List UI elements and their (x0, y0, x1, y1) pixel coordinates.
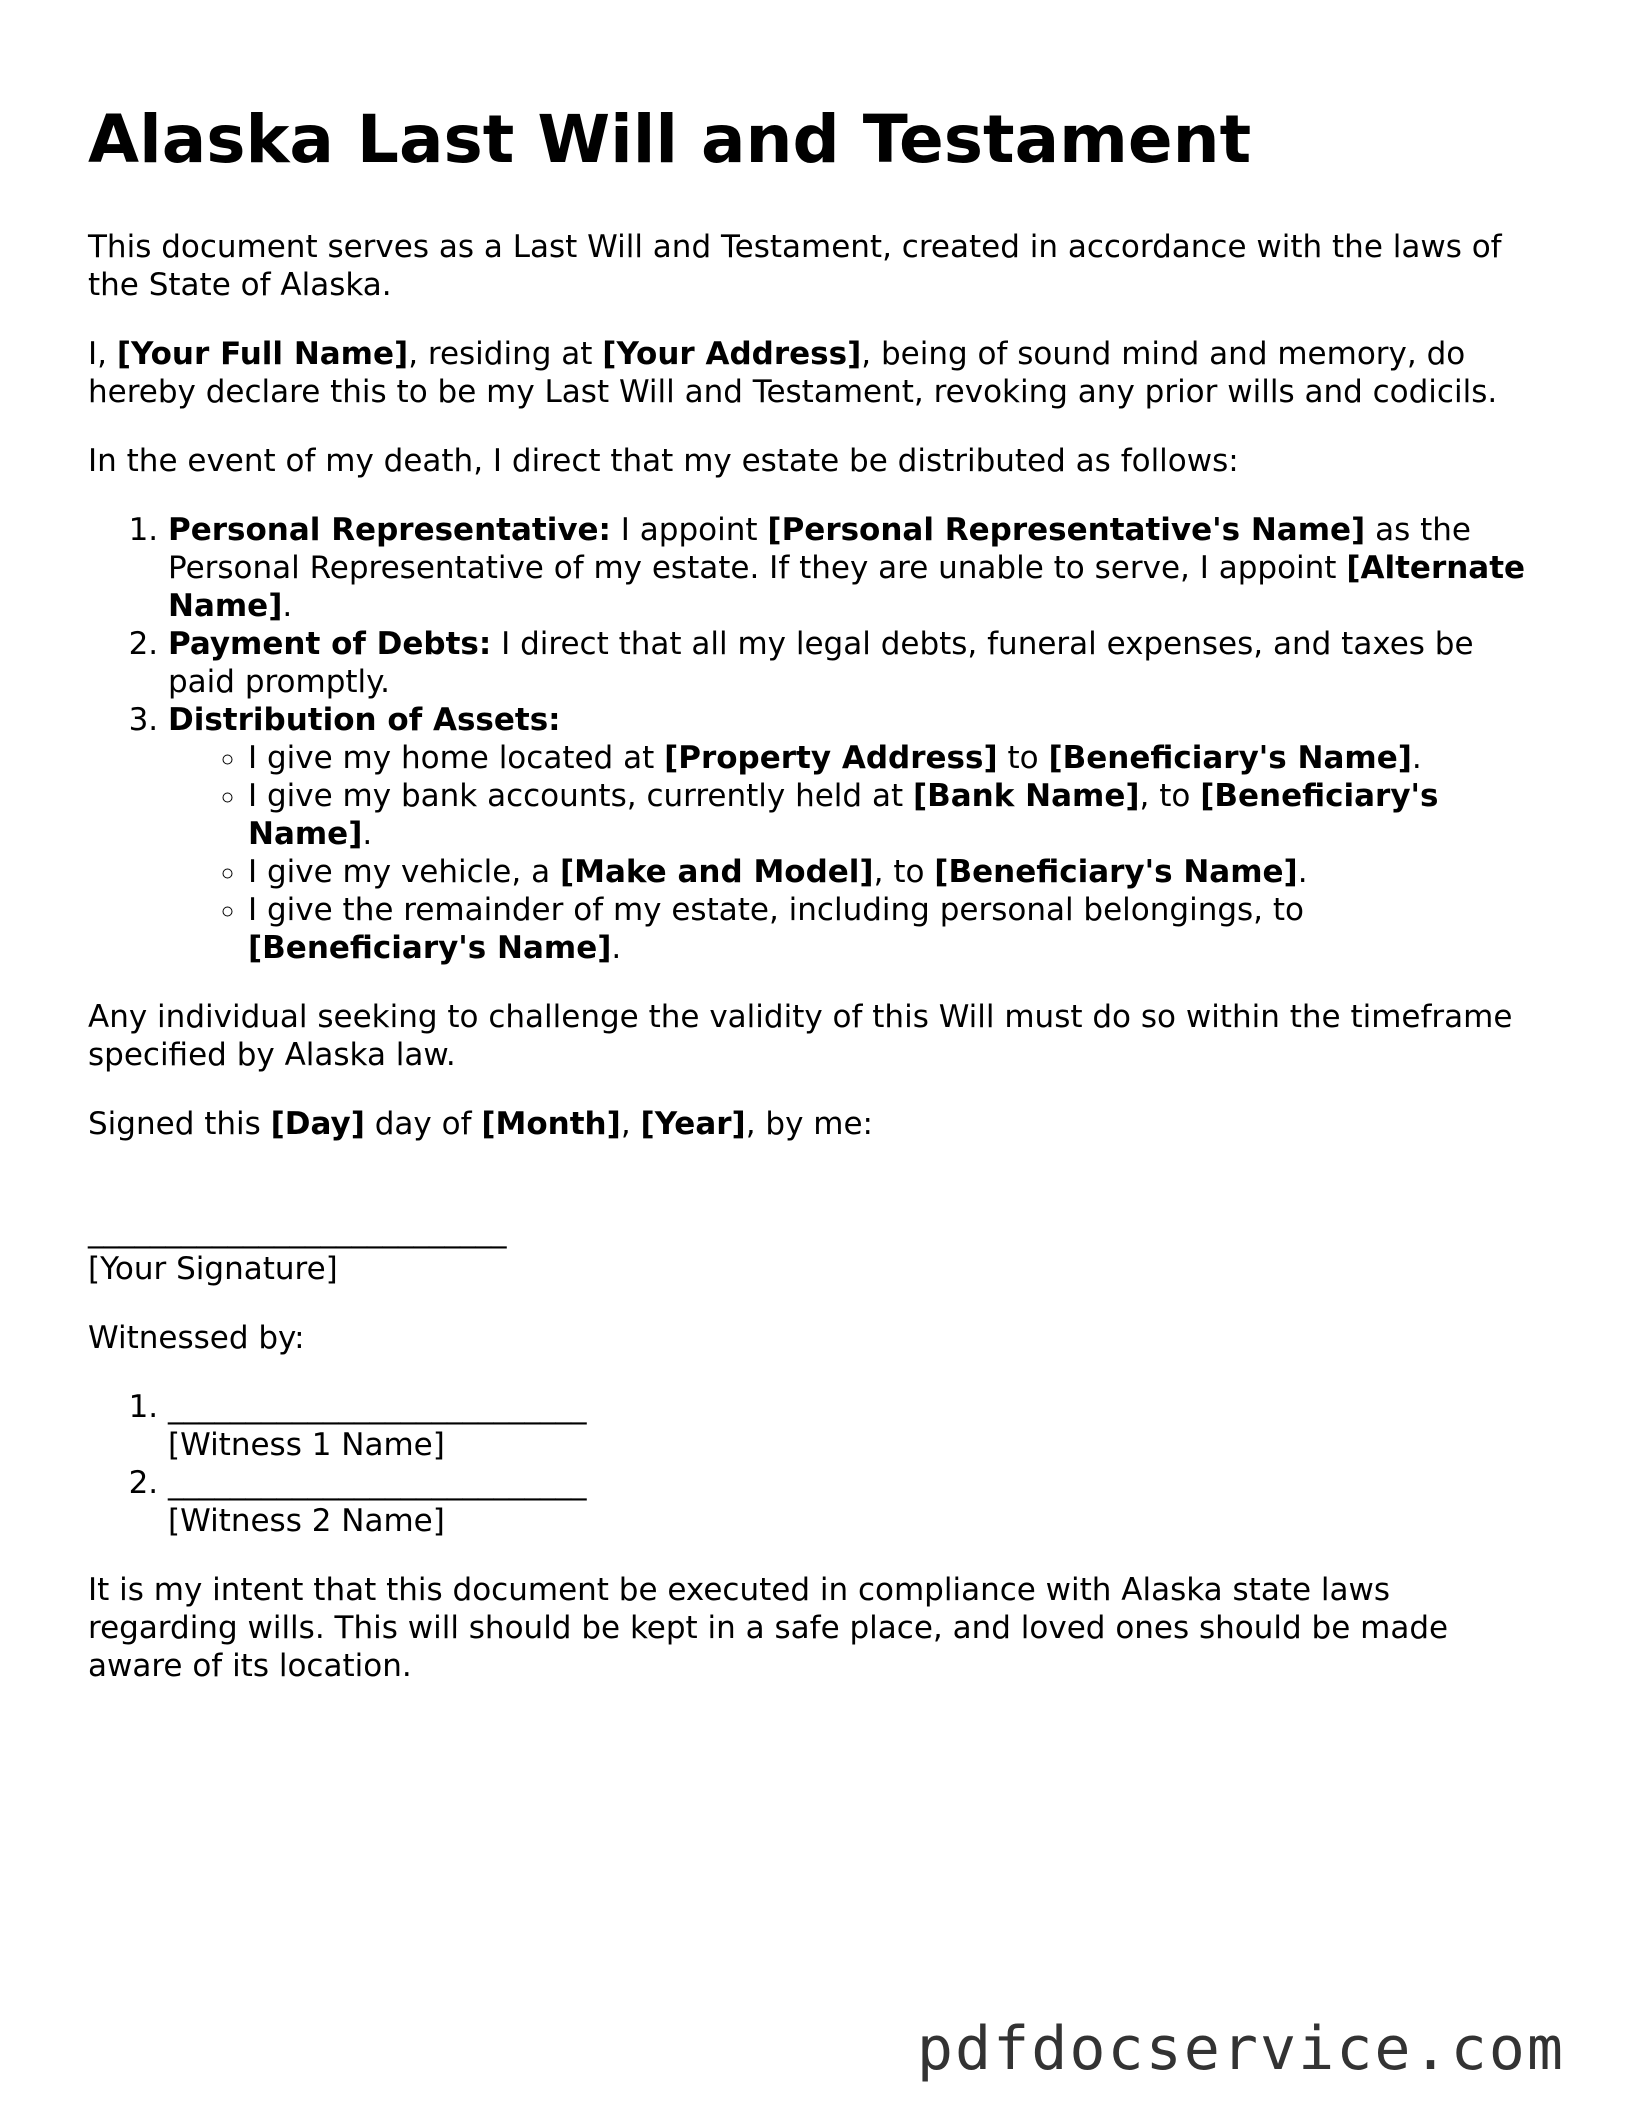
challenge-paragraph: Any individual seeking to challenge the validity of this Will must do so within the timeframe specified by Alaska law. (88, 999, 1513, 1073)
witness-list (88, 1388, 1538, 1540)
signature-line[interactable]: ___________________________ (88, 1213, 507, 1249)
asset-text: , to (1139, 778, 1201, 814)
declaration-text: , being of sound mind and memory, do hereby declare this to be my Last Will and Testament, revoking any prior wills and codicils. (88, 336, 1498, 410)
assets-list (168, 739, 1538, 967)
representative-name-placeholder: [Personal Representative's Name] (767, 512, 1366, 548)
asset-remainder (248, 891, 1538, 967)
beneficiary-placeholder: [Beneficiary's Name] (248, 930, 612, 966)
declaration-text: , residing at (408, 336, 603, 372)
full-name-placeholder: [Your Full Name] (116, 336, 409, 372)
property-address-placeholder: [Property Address] (664, 740, 998, 776)
witness-signature-line[interactable]: 2. ___________________________ (168, 1465, 587, 1501)
alternate-name-placeholder: [Alternate Name] (168, 550, 1526, 624)
declaration-paragraph (88, 335, 1538, 411)
signature-block (88, 1174, 1538, 1288)
beneficiary-placeholder: [Beneficiary's Name] (1048, 740, 1412, 776)
signed-text: day of (364, 1106, 482, 1142)
provision-distribution-of-assets (168, 701, 1538, 967)
signed-text: Signed this (88, 1106, 271, 1142)
witness-item (168, 1388, 1538, 1464)
signature-label: [Your Signature] (88, 1251, 338, 1287)
month-placeholder: [Month] (481, 1106, 621, 1142)
distribution-intro: In the event of my death, I direct that my estate be distributed as follows: (88, 443, 1239, 479)
provisions-list (88, 511, 1538, 967)
provision-label: Distribution of Assets: (168, 702, 561, 738)
witness-name-label: [Witness 2 Name] (168, 1503, 445, 1539)
document-page (88, 100, 1538, 1716)
witness-name-label: [Witness 1 Name] (168, 1427, 445, 1463)
make-model-placeholder: [Make and Model] (559, 854, 874, 890)
asset-text: I give the remainder of my estate, including personal belongings, to (248, 892, 1304, 928)
day-placeholder: [Day] (270, 1106, 365, 1142)
provision-personal-representative (168, 511, 1538, 625)
bank-name-placeholder: [Bank Name] (912, 778, 1140, 814)
asset-text: . (1297, 854, 1308, 890)
beneficiary-placeholder: [Beneficiary's Name] (248, 778, 1439, 852)
signed-paragraph (88, 1105, 1538, 1143)
witnessed-by-label: Witnessed by: (88, 1320, 305, 1356)
provision-payment-of-debts (168, 625, 1538, 701)
asset-text: I give my home located at (248, 740, 665, 776)
document-title: Alaska Last Will and Testament (88, 101, 1252, 178)
asset-text: to (997, 740, 1049, 776)
provision-text: . (282, 588, 293, 624)
witness-signature-line[interactable]: 1. ___________________________ (168, 1389, 587, 1425)
intro-paragraph: This document serves as a Last Will and Testament, created in accordance with the laws of the State of Alaska. (88, 229, 1502, 303)
declaration-text: I, (88, 336, 117, 372)
address-placeholder: [Your Address] (602, 336, 862, 372)
provision-text: I appoint (610, 512, 768, 548)
signed-text: , by me: (745, 1106, 874, 1142)
asset-text: , to (873, 854, 935, 890)
provision-text: I direct that all my legal debts, funeral expenses, and taxes be paid promptly. (168, 626, 1474, 700)
closing-paragraph: It is my intent that this document be executed in compliance with Alaska state laws regarding wills. This will should be kept in a safe place, and loved ones should be made aware of its location. (88, 1572, 1449, 1684)
asset-text: I give my bank accounts, currently held at (248, 778, 913, 814)
year-placeholder: [Year] (640, 1106, 746, 1142)
provision-label: Personal Representative: (168, 512, 611, 548)
beneficiary-placeholder: [Beneficiary's Name] (934, 854, 1298, 890)
witness-item (168, 1464, 1538, 1540)
asset-text: . (1411, 740, 1422, 776)
asset-bank-accounts (248, 777, 1538, 853)
asset-text: I give my vehicle, a (248, 854, 560, 890)
signed-text: , (620, 1106, 641, 1142)
asset-text: . (362, 816, 373, 852)
asset-text: . (611, 930, 622, 966)
asset-vehicle (248, 853, 1538, 891)
provision-text: as the Personal Representative of my estate. If they are unable to serve, I appoint (168, 512, 1471, 586)
provision-label: Payment of Debts: (168, 626, 492, 662)
watermark: pdfdocservice.com (916, 2014, 1565, 2084)
asset-home (248, 739, 1538, 777)
